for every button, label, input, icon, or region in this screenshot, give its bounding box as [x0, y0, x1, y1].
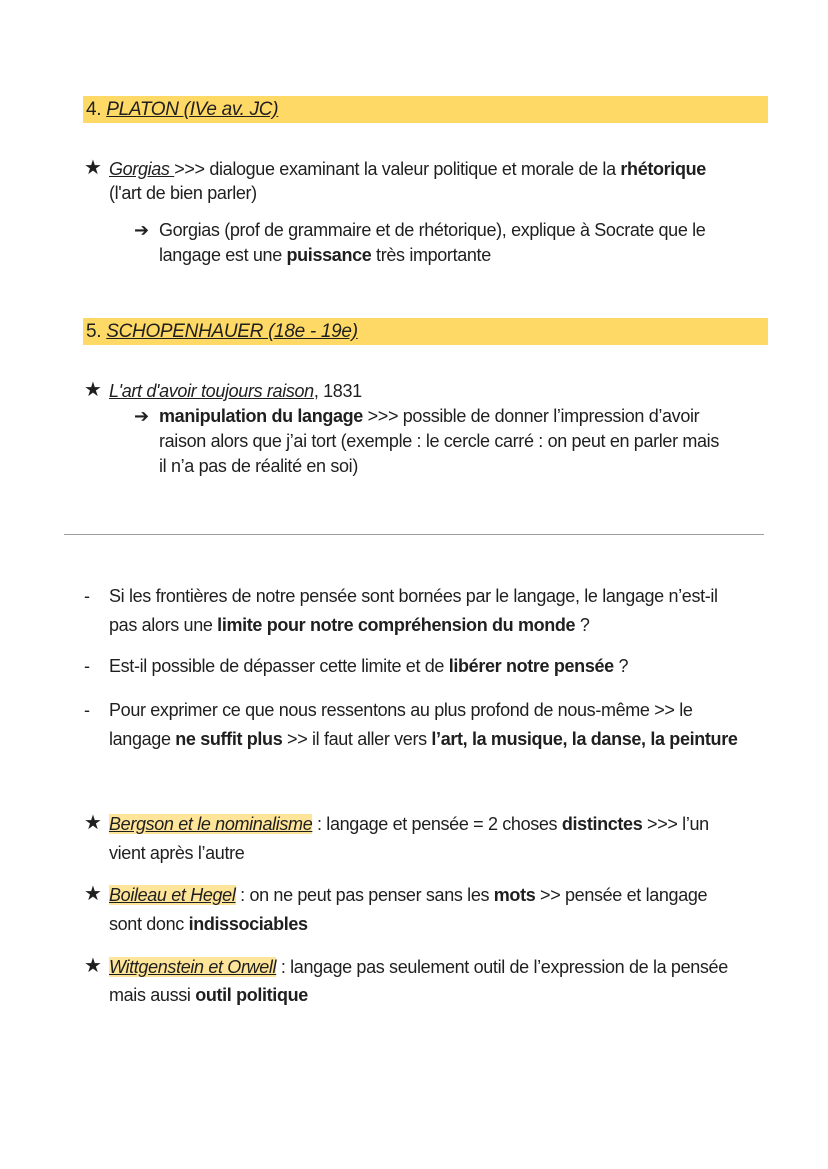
author-bergson-line2: vient après l’autre	[109, 843, 245, 863]
author-bergson-line1: Bergson et le nominalisme : langage et pensée = 2 choses distinctes >>> l’un	[109, 814, 709, 834]
work-title: L'art d'avoir toujours raison	[109, 381, 314, 401]
dash-bullet: -	[84, 586, 90, 606]
horizontal-divider	[64, 534, 764, 535]
star-bullet-icon: ★	[84, 955, 102, 977]
question-3-line1: Pour exprimer ce que nous ressentons au plus profond de nous-même >> le	[109, 700, 693, 720]
section-title: SCHOPENHAUER (18e - 19e)	[106, 321, 358, 342]
schopenhauer-bullet-line1: L'art d'avoir toujours raison, 1831	[109, 381, 362, 401]
section-number: 5.	[86, 321, 102, 342]
question-2-line1: Est-il possible de dépasser cette limite et de libérer notre pensée ?	[109, 656, 629, 676]
author-wittgenstein-line2: mais aussi outil politique	[109, 985, 308, 1005]
work-title: Gorgias	[109, 159, 175, 179]
author-name-highlight: Wittgenstein et Orwell	[109, 957, 277, 977]
arrow-right-icon: ➔	[134, 220, 150, 240]
platon-sub-line1: Gorgias (prof de grammaire et de rhétorique), explique à Socrate que le	[159, 220, 706, 240]
section-heading-platon	[83, 96, 768, 123]
author-wittgenstein-line1: Wittgenstein et Orwell : langage pas seulement outil de l’expression de la pensée	[109, 957, 728, 977]
star-bullet-icon: ★	[84, 812, 102, 834]
question-3-line2: langage ne suffit plus >> il faut aller vers l’art, la musique, la danse, la peinture	[109, 729, 738, 749]
section-heading-schopenhauer	[83, 318, 768, 345]
section-number: 4.	[86, 99, 102, 120]
arrow-right-icon: ➔	[134, 406, 150, 426]
author-name-highlight: Boileau et Hegel	[109, 885, 236, 905]
platon-bullet-line2: (l'art de bien parler)	[109, 183, 257, 203]
author-boileau-line2: sont donc indissociables	[109, 914, 308, 934]
platon-sub-line2: langage est une puissance très importante	[159, 245, 491, 265]
question-1-line1: Si les frontières de notre pensée sont bornées par le langage, le langage n’est-il	[109, 586, 718, 606]
section-title: PLATON (IVe av. JC)	[106, 99, 279, 120]
schopenhauer-sub-line3: il n’a pas de réalité en soi)	[159, 456, 358, 476]
author-name-highlight: Bergson et le nominalisme	[109, 814, 313, 834]
dash-bullet: -	[84, 656, 90, 676]
question-1-line2: pas alors une limite pour notre compréhension du monde ?	[109, 615, 590, 635]
platon-bullet-line1: Gorgias >>> dialogue examinant la valeur politique et morale de la rhétorique	[109, 159, 706, 179]
star-bullet-icon: ★	[84, 379, 102, 401]
star-bullet-icon: ★	[84, 157, 102, 179]
dash-bullet: -	[84, 700, 90, 720]
author-boileau-line1: Boileau et Hegel : on ne peut pas penser sans les mots >> pensée et langage	[109, 885, 708, 905]
schopenhauer-sub-line2: raison alors que j’ai tort (exemple : le cercle carré : on peut en parler mais	[159, 431, 719, 451]
schopenhauer-sub-line1: manipulation du langage >>> possible de donner l’impression d’avoir	[159, 406, 700, 426]
star-bullet-icon: ★	[84, 883, 102, 905]
